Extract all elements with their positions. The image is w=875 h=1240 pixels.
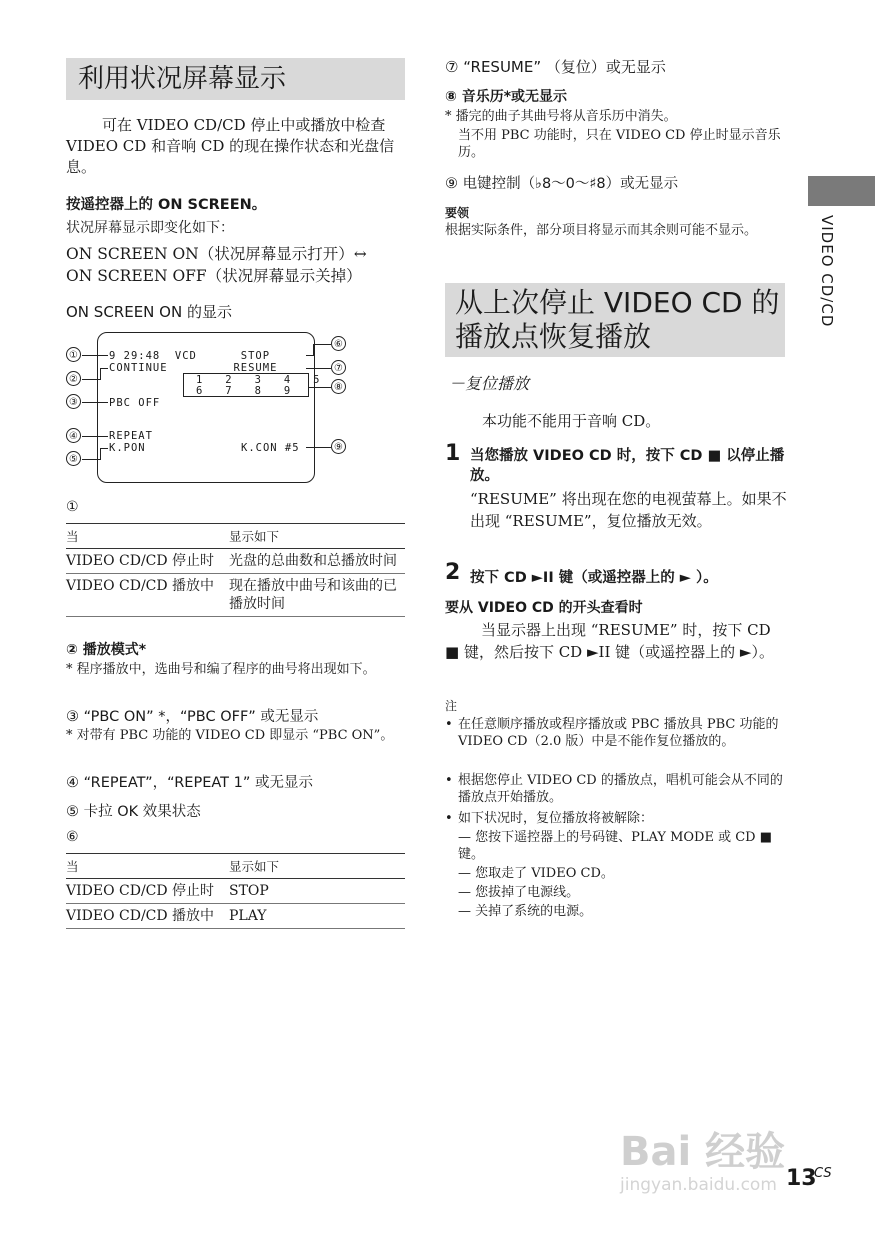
- item-2: ② 播放模式*: [66, 642, 147, 658]
- note-item: 根据您停止 VIDEO CD 的播放点，唱机可能会从不同的播放点开始播放。: [458, 773, 783, 805]
- section-title: 利用状况屏幕显示: [66, 58, 405, 100]
- callout-6: ⑥: [331, 336, 346, 351]
- step-2-number: 2: [445, 560, 461, 585]
- callout-4: ④: [66, 428, 81, 443]
- item-5: ⑤ 卡拉 OK 效果状态: [66, 804, 201, 820]
- callout-line: [306, 447, 331, 448]
- callout-9: ⑨: [331, 439, 346, 454]
- bullet-icon: •: [445, 811, 453, 826]
- table2-label: ⑥: [66, 829, 79, 845]
- tip-heading: 要领: [445, 206, 470, 220]
- display-heading: ON SCREEN ON 的显示: [66, 303, 232, 321]
- screen-kpon: K.PON: [109, 442, 146, 454]
- item-8: ⑧ 音乐历*或无显示: [445, 89, 568, 105]
- table-header: 显示如下: [229, 854, 405, 879]
- callout-line: [82, 379, 100, 380]
- screen-pbc: PBC OFF: [109, 397, 161, 409]
- step-2-text: 按下 CD ►II 键（或遥控器上的 ► ）。: [470, 570, 718, 586]
- table-row: [66, 904, 405, 929]
- callout-line: [306, 355, 314, 356]
- callout-line: [82, 459, 100, 460]
- screen-nums-1: 1 2 3 4 5: [196, 374, 321, 386]
- callout-line: [100, 448, 108, 449]
- callout-line: [313, 344, 314, 355]
- table-row: [66, 879, 405, 904]
- press-instruction: 按遥控器上的 ON SCREEN。: [66, 197, 267, 213]
- callout-5: ⑤: [66, 451, 81, 466]
- callout-line: [309, 387, 331, 388]
- screen-line-2: CONTINUE RESUME: [109, 362, 278, 374]
- resume-subtitle: －复位播放: [449, 374, 530, 393]
- table-1: [66, 523, 405, 617]
- note-item: 在任意顺序播放或程序播放或 PBC 播放具 PBC 功能的 VIDEO CD（2.0 版）中是不能作复位播放的。: [458, 717, 779, 749]
- watermark-logo: Bai 经验: [620, 1129, 786, 1175]
- intro-paragraph: 可在 VIDEO CD/CD 停止中或播放中检查 VIDEO CD 和音响 CD 的现在操作状态和光盘信息。: [66, 116, 395, 176]
- watermark-url: jingyan.baidu.com: [620, 1175, 777, 1195]
- table-cell: PLAY: [229, 904, 405, 929]
- toggle-off: ON SCREEN OFF（状况屏幕显示关掉）: [66, 267, 362, 285]
- table-cell: VIDEO CD/CD 停止时: [66, 549, 229, 574]
- callout-7: ⑦: [331, 360, 346, 375]
- table-cell: 现在播放中曲号和该曲的已播放时间: [229, 574, 405, 617]
- from-start-heading: 要从 VIDEO CD 的开头查看时: [445, 600, 643, 616]
- callout-2: ②: [66, 371, 81, 386]
- toggle-on: ON SCREEN ON（状况屏幕显示打开）↔: [66, 245, 367, 263]
- callout-line: [313, 344, 331, 345]
- table-header: 显示如下: [229, 524, 405, 549]
- item-8-note-2: 当不用 PBC 功能时，只在 VIDEO CD 停止时显示音乐历。: [458, 128, 781, 160]
- item-3-note: * 对带有 PBC 功能的 VIDEO CD 即显示 “PBC ON”。: [66, 728, 394, 743]
- callout-3: ③: [66, 394, 81, 409]
- table-cell: VIDEO CD/CD 播放中: [66, 904, 229, 929]
- tip-text: 根据实际条件，部分项目将显示而其余则可能不显示。: [445, 223, 758, 238]
- callout-line: [100, 448, 101, 460]
- table-row: [66, 574, 405, 617]
- sub-note-item: — 您拔掉了电源线。: [458, 885, 580, 900]
- change-text: 状况屏幕显示即变化如下：: [66, 220, 234, 236]
- item-7: ⑦ “RESUME” （复位）或无显示: [445, 58, 666, 76]
- step-1-number: 1: [445, 441, 461, 466]
- table-cell: VIDEO CD/CD 播放中: [66, 574, 229, 617]
- screen-nums-2: 6 7 8 9: [196, 385, 292, 397]
- callout-line: [100, 368, 101, 380]
- page-suffix: CS: [814, 1166, 832, 1181]
- item-8-note-1: * 播完的曲子其曲号将从音乐历中消失。: [445, 109, 677, 124]
- side-section-label: VIDEO CD/CD: [818, 215, 836, 328]
- table-header: 当: [66, 524, 229, 549]
- item-4: ④ “REPEAT”，“REPEAT 1” 或无显示: [66, 775, 313, 791]
- sub-note-item: — 您按下遥控器上的号码键、PLAY MODE 或 CD ■ 键。: [458, 830, 773, 862]
- callout-line: [82, 436, 108, 437]
- screen-kcon: K.CON #5: [241, 442, 300, 454]
- callout-line: [306, 368, 331, 369]
- step-1-text: 当您播放 VIDEO CD 时，按下 CD ■ 以停止播放。: [470, 448, 785, 484]
- table-cell: 光盘的总曲数和总播放时间: [229, 549, 405, 574]
- step-1-desc: “RESUME” 将出现在您的电视萤幕上。如果不出现 “RESUME”，复位播放无效。: [470, 490, 787, 530]
- callout-8: ⑧: [331, 379, 346, 394]
- table-header: 当: [66, 854, 229, 879]
- from-start-text: 当显示器上出现 “RESUME” 时，按下 CD ■ 键，然后按下 CD ►II 键（或遥控器上的 ►）。: [445, 621, 774, 661]
- bullet-icon: •: [445, 773, 453, 788]
- sub-note-item: — 您取走了 VIDEO CD。: [458, 866, 614, 881]
- page-number: 13: [786, 1166, 817, 1191]
- table-2: [66, 853, 405, 929]
- screen-line-1: 9 29:48 VCD STOP: [109, 350, 271, 362]
- table-row: [66, 549, 405, 574]
- item-2-note: * 程序播放中，选曲号和编了程序的曲号将出现如下。: [66, 662, 376, 677]
- table1-label: ①: [66, 499, 79, 515]
- table-cell: VIDEO CD/CD 停止时: [66, 879, 229, 904]
- table-cell: STOP: [229, 879, 405, 904]
- callout-line: [82, 355, 108, 356]
- callout-line: [82, 402, 108, 403]
- not-for-audio-cd: 本功能不能用于音响 CD。: [482, 412, 661, 430]
- screen-repeat: REPEAT: [109, 430, 153, 442]
- bullet-icon: •: [445, 717, 453, 732]
- callout-1: ①: [66, 347, 81, 362]
- resume-section-title: 从上次停止 VIDEO CD 的播放点恢复播放: [445, 283, 785, 357]
- notes-heading: 注: [445, 699, 458, 713]
- item-3: ③ “PBC ON” *，“PBC OFF” 或无显示: [66, 709, 319, 725]
- note-item: 如下状况时，复位播放将被解除：: [458, 811, 654, 826]
- sub-note-item: — 关掉了系统的电源。: [458, 904, 593, 919]
- side-tab-marker: [808, 176, 875, 206]
- item-9: ⑨ 电键控制（♭8～0～♯8）或无显示: [445, 176, 679, 192]
- callout-line: [100, 368, 108, 369]
